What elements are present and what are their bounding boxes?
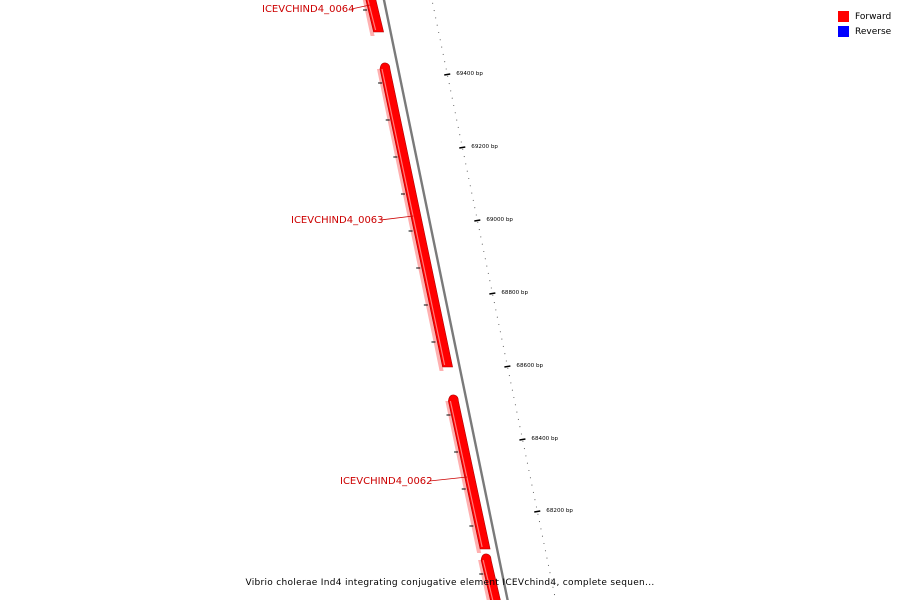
ruler-minor-tick <box>549 572 550 573</box>
ruler-minor-tick <box>482 244 483 245</box>
ruler-minor-tick <box>465 163 466 164</box>
ruler-minor-tick <box>494 302 495 303</box>
ruler-label: 68200 bp <box>546 508 573 514</box>
ruler-minor-tick <box>467 171 468 172</box>
ruler-minor-tick <box>440 39 441 40</box>
ruler-minor-tick <box>434 10 435 11</box>
ruler-minor-tick <box>453 105 454 106</box>
ruler-minor-tick <box>519 426 520 427</box>
gene-label: ICEVCHIND4_0063 <box>291 215 384 226</box>
ruler-minor-tick <box>438 32 439 33</box>
ruler-minor-tick <box>492 295 493 296</box>
gene-icevchind4_0062 <box>340 395 490 553</box>
ruler-major-tick <box>444 74 450 75</box>
ruler-major-tick <box>459 147 465 148</box>
ruler-minor-tick <box>485 258 486 259</box>
sequence-caption: Vibrio cholerae Ind4 integrating conjugative element ICEVchind4, complete sequen... <box>245 578 655 588</box>
ruler-minor-tick <box>528 470 529 471</box>
ruler-minor-tick <box>452 98 453 99</box>
ruler-minor-tick <box>489 280 490 281</box>
gene-features <box>262 0 503 600</box>
ruler-minor-tick <box>476 214 477 215</box>
ruler-minor-tick <box>474 207 475 208</box>
ruler-minor-tick <box>509 375 510 376</box>
ruler-minor-tick <box>477 222 478 223</box>
ruler-minor-tick <box>449 83 450 84</box>
ruler-label: 68600 bp <box>516 363 544 369</box>
ruler-minor-tick <box>516 412 517 413</box>
gene-highlight <box>382 69 445 365</box>
ruler-minor-tick <box>530 477 531 478</box>
ruler-minor-tick <box>444 61 445 62</box>
ruler-minor-tick <box>435 17 436 18</box>
ruler-major-tick <box>534 511 540 512</box>
legend <box>838 9 891 39</box>
ruler-label: 68400 bp <box>531 436 559 442</box>
ruler-minor-tick <box>462 149 463 150</box>
ruler-minor-tick <box>522 441 523 442</box>
ruler-minor-tick <box>498 324 499 325</box>
ruler-minor-tick <box>473 200 474 201</box>
gene-label-leader <box>430 477 468 481</box>
ruler-minor-tick <box>450 90 451 91</box>
ruler-minor-tick <box>512 390 513 391</box>
ruler-minor-tick <box>447 76 448 77</box>
ruler-minor-tick <box>524 448 525 449</box>
ruler-minor-tick <box>527 463 528 464</box>
ruler-major-tick <box>519 439 525 440</box>
ruler-minor-tick <box>507 368 508 369</box>
legend-reverse-label: Reverse <box>855 26 892 37</box>
forward-swatch <box>838 11 849 22</box>
ruler-minor-tick <box>545 550 546 551</box>
sequence-line <box>383 0 509 600</box>
ruler-minor-tick <box>542 536 543 537</box>
ruler-minor-tick <box>446 68 447 69</box>
gene-icevchind4_0064 <box>262 0 384 36</box>
ruler-minor-tick <box>554 594 555 595</box>
ruler-minor-tick <box>539 521 540 522</box>
gene-shadow <box>377 69 444 371</box>
ruler-minor-tick <box>495 309 496 310</box>
ruler-minor-tick <box>548 565 549 566</box>
ruler-major-tick <box>474 220 480 221</box>
ruler-minor-tick <box>497 317 498 318</box>
ruler-minor-tick <box>468 178 469 179</box>
ruler-minor-tick <box>531 485 532 486</box>
ruler-minor-tick <box>513 397 514 398</box>
ruler-minor-tick <box>504 353 505 354</box>
ruler-minor-tick <box>500 331 501 332</box>
ruler <box>431 0 574 595</box>
ruler-minor-tick <box>503 346 504 347</box>
ruler-minor-tick <box>543 543 544 544</box>
legend-item-forward <box>838 9 891 24</box>
ruler-minor-tick <box>518 419 519 420</box>
legend-item-reverse <box>838 24 891 39</box>
ruler-minor-tick <box>488 273 489 274</box>
ruler-minor-tick <box>470 185 471 186</box>
ruler-label: 69200 bp <box>471 144 498 150</box>
ruler-minor-tick <box>480 236 481 237</box>
ruler-minor-tick <box>533 492 534 493</box>
ruler-label: 69400 bp <box>456 71 483 77</box>
ruler-minor-tick <box>515 404 516 405</box>
ruler-minor-tick <box>455 112 456 113</box>
ruler-minor-tick <box>546 558 547 559</box>
sequence-track <box>383 0 509 600</box>
ruler-minor-tick <box>540 528 541 529</box>
ruler-minor-tick <box>521 433 522 434</box>
ruler-minor-tick <box>506 360 507 361</box>
gene-label: ICEVCHIND4_0062 <box>340 476 433 487</box>
ruler-minor-tick <box>534 499 535 500</box>
ruler-minor-tick <box>537 514 538 515</box>
ruler-minor-tick <box>464 156 465 157</box>
gene-label: ICEVCHIND4_0064 <box>262 4 355 15</box>
gene-highlight <box>450 401 482 547</box>
ruler-minor-tick <box>461 141 462 142</box>
ruler-major-tick <box>489 293 495 294</box>
ruler-minor-tick <box>432 3 433 4</box>
legend-forward-label: Forward <box>855 11 892 22</box>
ruler-minor-tick <box>437 25 438 26</box>
ruler-minor-tick <box>456 120 457 121</box>
ruler-minor-tick <box>443 54 444 55</box>
ruler-minor-tick <box>491 287 492 288</box>
ruler-minor-tick <box>536 506 537 507</box>
ruler-minor-tick <box>525 455 526 456</box>
reverse-swatch <box>838 26 849 37</box>
ruler-label: 69000 bp <box>486 217 514 223</box>
ruler-minor-tick <box>471 193 472 194</box>
ruler-minor-tick <box>486 266 487 267</box>
ruler-minor-tick <box>459 134 460 135</box>
ruler-minor-tick <box>483 251 484 252</box>
ruler-major-tick <box>504 366 510 367</box>
ruler-label: 68800 bp <box>501 290 529 296</box>
ruler-minor-tick <box>510 382 511 383</box>
ruler-minor-tick <box>501 339 502 340</box>
ruler-minor-tick <box>441 47 442 48</box>
ruler-minor-tick <box>479 229 480 230</box>
ruler-minor-tick <box>458 127 459 128</box>
